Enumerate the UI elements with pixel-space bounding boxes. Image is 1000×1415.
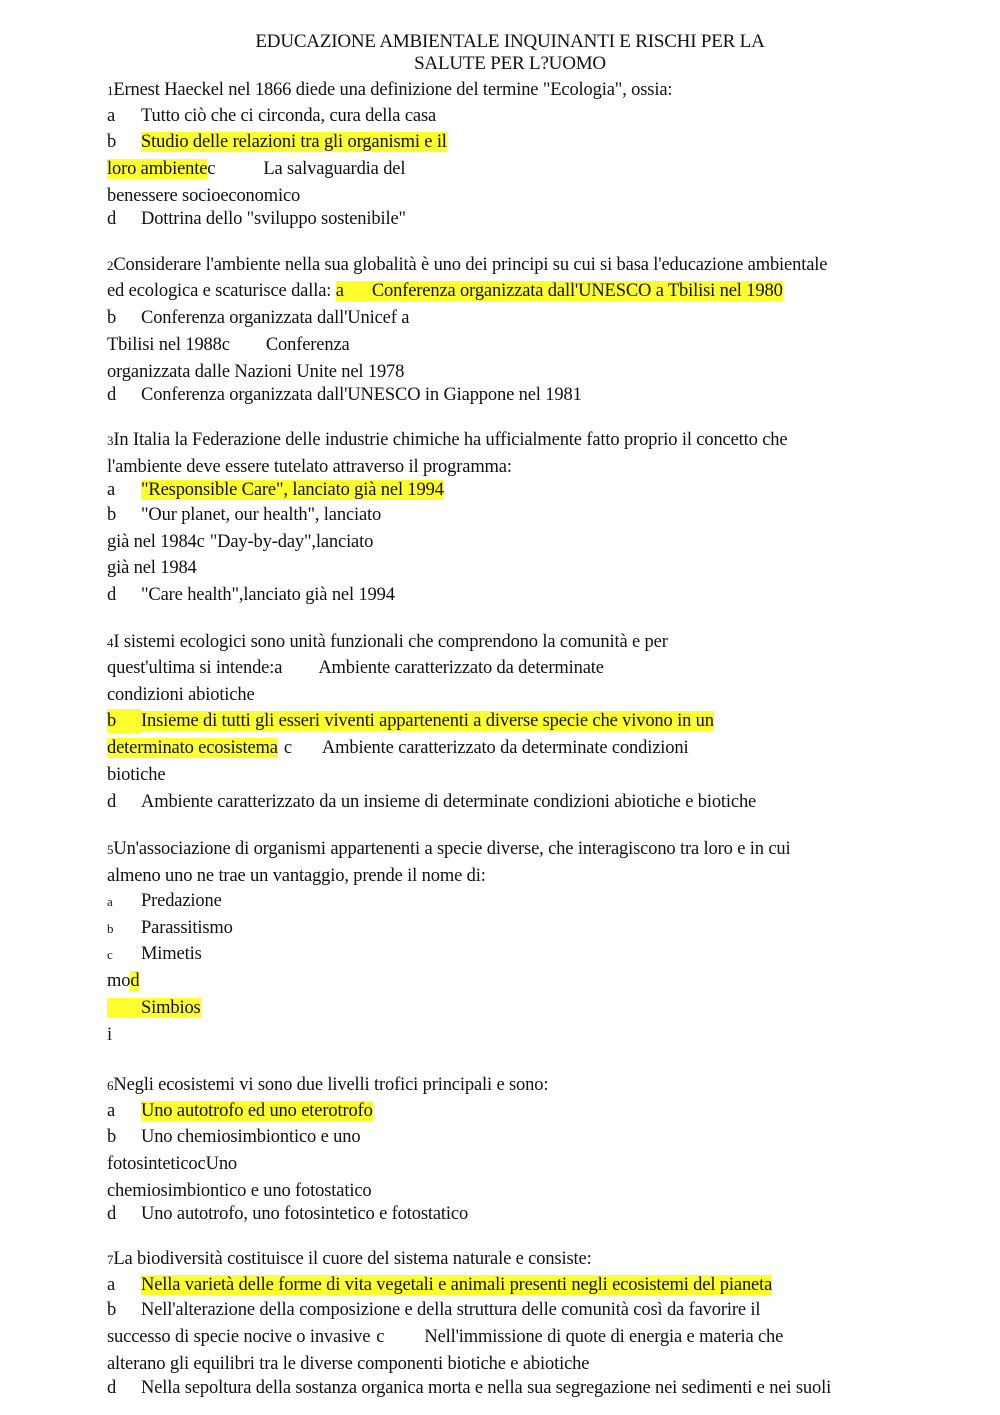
q5-option-b (107, 916, 233, 941)
q7-option-d (107, 1376, 831, 1400)
question-text: Ernest Haeckel nel 1866 diede una definizione del termine "Ecologia", ossia: (113, 80, 673, 100)
question-number: 7 (107, 1252, 114, 1267)
q1-option-c-continued: benessere socioeconomico (107, 186, 301, 206)
q2-option-b-continued (107, 333, 350, 357)
question-number: 1 (107, 83, 114, 98)
q5-option-d-continued: i (107, 1025, 112, 1045)
question-text: La biodiversità costituisce il cuore del sistema naturale e consiste: (113, 1249, 592, 1269)
document-title-line-2: SALUTE PER L?UOMO (414, 53, 606, 74)
question-6 (107, 1073, 548, 1098)
q7-option-a (107, 1273, 772, 1297)
option-text: Nella sepoltura della sostanza organica morta e nella sua segregazione nei sedimenti e nei suoli (141, 1378, 832, 1398)
option-letter: c (196, 532, 205, 552)
option-text: fotosintetico (107, 1154, 198, 1174)
q5-option-c-continued (107, 969, 139, 993)
question-number: 3 (107, 433, 114, 448)
option-letter: b (107, 505, 117, 525)
option-text: Predazione (141, 891, 222, 911)
option-text: Uno autotrofo, uno fotosintetico e fotostatico (141, 1204, 469, 1224)
question-7 (107, 1247, 592, 1272)
option-letter: a (274, 658, 283, 678)
q6-option-d (107, 1202, 468, 1226)
option-text: già nel 1984 (107, 532, 197, 552)
q3-option-c-continued: già nel 1984 (107, 558, 197, 578)
option-text: Dottrina dello "sviluppo sostenibile" (141, 209, 406, 229)
q5-option-c (107, 942, 202, 967)
question-3 (107, 428, 787, 453)
option-text: Mimetis (141, 944, 202, 964)
option-letter: a (107, 894, 113, 909)
q5-option-a (107, 889, 222, 914)
q1-option-b-continued (107, 157, 405, 181)
question-text: quest'ultima si intende: (107, 658, 275, 678)
option-letter: c (376, 1327, 385, 1347)
option-letter: d (107, 585, 117, 605)
option-text-highlighted: Insieme di tutti gli esseri viventi appartenenti a diverse specie che vivono in un (141, 711, 714, 731)
q4-option-b-continued (107, 736, 689, 760)
option-letter: b (107, 1127, 117, 1147)
option-text: Ambiente caratterizzato da determinate (318, 658, 604, 678)
option-letter: b (107, 308, 117, 328)
q2-option-b (107, 306, 409, 330)
q1-option-a (107, 104, 436, 128)
option-text: La salvaguardia del (263, 159, 406, 179)
option-text-highlighted: Nella varietà delle forme di vita vegetali e animali presenti negli ecosistemi del pianeta (141, 1275, 773, 1295)
q7-option-b-continued (107, 1325, 783, 1349)
option-letter: d (107, 1378, 117, 1398)
option-text: Nell'immissione di quote di energia e materia che (424, 1327, 784, 1347)
q4-option-c-continued: biotiche (107, 765, 166, 785)
option-text: successo di specie nocive o invasive (107, 1327, 371, 1347)
option-letter: d (107, 209, 117, 229)
question-text: ed ecologica e scaturisce dalla: (107, 281, 332, 301)
q3-option-b (107, 503, 381, 527)
q6-option-a (107, 1099, 373, 1123)
q3-option-a (107, 478, 444, 502)
q1-option-b (107, 130, 447, 154)
q2-option-d (107, 383, 582, 407)
document-title-line-1: EDUCAZIONE AMBIENTALE INQUINANTI E RISCHI PER LA (255, 31, 765, 52)
option-letter: b (107, 921, 114, 936)
option-letter: a (335, 281, 344, 301)
q4-option-b (107, 709, 714, 733)
option-text: Conferenza (265, 335, 350, 355)
q2-option-a (336, 281, 783, 301)
option-letter: b (107, 132, 117, 152)
q6-option-c-continued: chemiosimbiontico e uno fotostatico (107, 1181, 372, 1201)
option-text: Conferenza organizzata dall'UNESCO in Giappone nel 1981 (141, 385, 582, 405)
q5-option-d (107, 996, 201, 1020)
option-text: Uno chemiosimbiontico e uno (141, 1127, 361, 1147)
question-2-continued (107, 279, 783, 303)
question-3-continued: l'ambiente deve essere tutelato attraverso il programma: (107, 457, 512, 477)
option-text: "Care health",lanciato già nel 1994 (141, 585, 395, 605)
option-text: mo (107, 971, 131, 991)
option-text: Conferenza organizzata dall'Unicef a (141, 308, 410, 328)
option-letter: c (283, 738, 292, 758)
option-text-highlighted: Conferenza organizzata dall'UNESCO a Tbilisi nel 1980 (371, 281, 783, 301)
option-text-highlighted: loro ambiente (107, 159, 208, 179)
option-text-highlighted: determinato ecosistema (107, 738, 278, 758)
question-5-continued: almeno uno ne trae un vantaggio, prende il nome di: (107, 866, 486, 886)
q4-option-d (107, 790, 756, 814)
q4-option-a-continued: condizioni abiotiche (107, 685, 255, 705)
question-4 (107, 630, 668, 655)
option-text: Nell'alterazione della composizione e della struttura delle comunità così da favorire il (141, 1300, 761, 1320)
q6-option-b (107, 1125, 360, 1149)
option-letter: d (107, 1204, 117, 1224)
q3-option-b-continued (107, 530, 373, 554)
option-text: Uno (205, 1154, 238, 1174)
option-letter: a (107, 480, 116, 500)
option-text: "Our planet, our health", lanciato (141, 505, 382, 525)
option-letter: d (130, 971, 140, 991)
option-letter: a (107, 106, 116, 126)
option-text: Ambiente caratterizzato da un insieme di determinate condizioni abiotiche e biotiche (141, 792, 757, 812)
question-number: 2 (107, 258, 114, 273)
option-text-highlighted: Studio delle relazioni tra gli organismi e il (141, 132, 447, 152)
option-text: Ambiente caratterizzato da determinate condizioni (321, 738, 689, 758)
option-letter: c (221, 335, 230, 355)
option-text: Tbilisi nel 1988 (107, 335, 222, 355)
question-4-continued (107, 656, 604, 680)
question-number: 4 (107, 635, 114, 650)
question-text: I sistemi ecologici sono unità funzionali che comprendono la comunità e per (113, 632, 668, 652)
q3-option-d (107, 583, 395, 607)
option-text-highlighted: Simbios (107, 998, 201, 1018)
option-text: Parassitismo (141, 918, 233, 938)
option-text-highlighted: "Responsible Care", lanciato già nel 1994 (141, 480, 444, 500)
q2-option-c-continued: organizzata dalle Nazioni Unite nel 1978 (107, 362, 405, 382)
option-letter: d (107, 385, 117, 405)
question-text: Considerare l'ambiente nella sua globalità è uno dei principi su cui si basa l'educazione ambientale (113, 255, 828, 275)
option-text: "Day-by-day",lanciato (209, 532, 374, 552)
q7-option-b (107, 1298, 760, 1322)
option-text-highlighted: Uno autotrofo ed uno eterotrofo (141, 1101, 373, 1121)
option-letter: b (107, 1300, 117, 1320)
q6-option-b-continued (107, 1152, 237, 1176)
question-text: In Italia la Federazione delle industrie chimiche ha ufficialmente fatto proprio il concetto che (113, 430, 788, 450)
q1-option-d (107, 207, 406, 231)
question-1 (107, 78, 672, 103)
question-text: Un'associazione di organismi appartenenti a specie diverse, che interagiscono tra loro e in cui (113, 839, 791, 859)
question-text: Negli ecosistemi vi sono due livelli trofici principali e sono: (113, 1075, 549, 1095)
option-letter: a (107, 1275, 116, 1295)
option-letter: c (107, 947, 113, 962)
option-letter: b (107, 709, 141, 733)
question-2 (107, 253, 827, 278)
question-number: 6 (107, 1078, 114, 1093)
option-letter: d (107, 792, 117, 812)
question-number: 5 (107, 842, 114, 857)
question-5 (107, 837, 790, 862)
q7-option-c-continued: alterano gli equilibri tra le diverse componenti biotiche e abiotiche (107, 1354, 590, 1374)
option-letter: a (107, 1101, 116, 1121)
option-letter: c (207, 159, 216, 179)
option-letter: c (197, 1154, 206, 1174)
option-text: Tutto ciò che ci circonda, cura della casa (141, 106, 437, 126)
